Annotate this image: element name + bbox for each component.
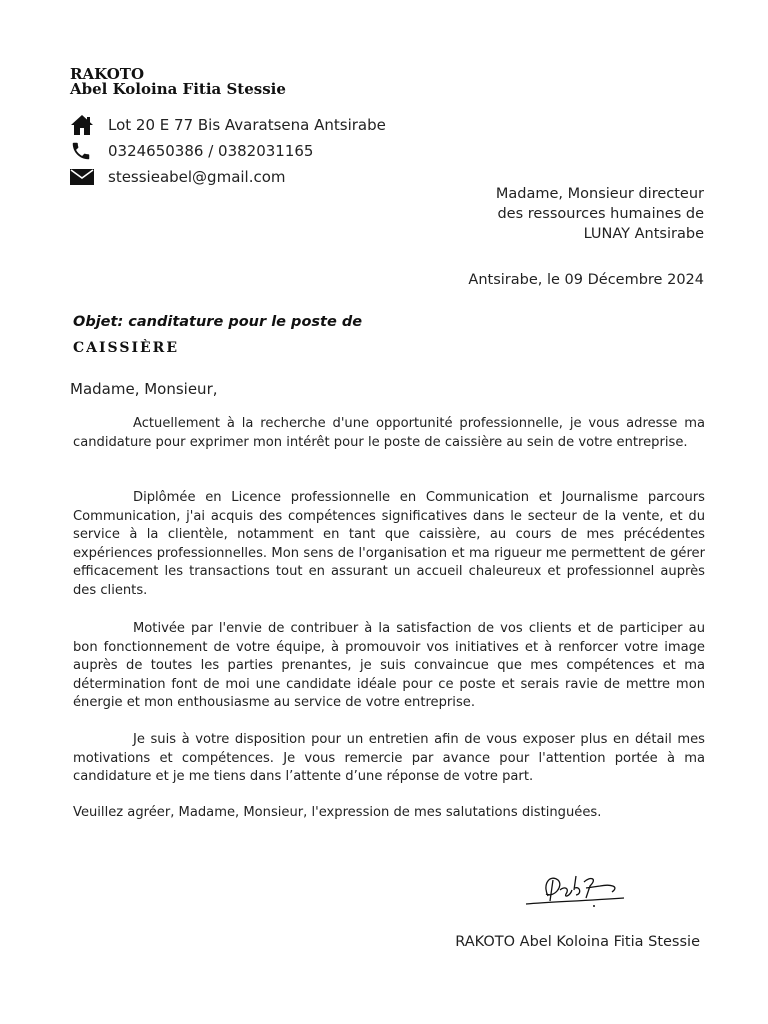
recipient-line-2: des ressources humaines de — [497, 206, 704, 222]
address-row — [70, 114, 386, 136]
sender-phone: 0324650386 / 0382031165 — [108, 142, 314, 160]
paragraph-2: Diplômée en Licence professionnelle en Communication et Journalisme parcours Communication, j'ai acquis des compétences significatives dans le secteur de la vente, et du service à la clientèle, notamment en tant que caissière, au cours de mes précédentes expériences professionnelles. Mon sens de l'organisation et ma rigueur me permettent de gérer efficacement les transactions tout en assurant un accueil chaleureux et professionnel auprès des clients. — [73, 490, 705, 598]
recipient-line-3: LUNAY Antsirabe — [583, 226, 704, 242]
sender-lastname: RAKOTO — [70, 65, 145, 83]
salutation: Madame, Monsieur, — [70, 380, 218, 398]
sender-address: Lot 20 E 77 Bis Avaratsena Antsirabe — [108, 116, 386, 134]
closing-formula: Veuillez agréer, Madame, Monsieur, l'expression de mes salutations distinguées. — [73, 805, 602, 820]
letter-subject: Objet: canditature pour le poste de — [73, 314, 363, 330]
paragraph-3: Motivée par l'envie de contribuer à la satisfaction de vos clients et de participer au bon fonctionnement de votre équipe, à promouvoir vos initiatives et à renforcer votre image auprès de toutes les parties prenantes, je suis convaincue que mes compétences et ma détermination font de moi une candidate idéale pour ce poste et serais ravie de mettre mon énergie et mon enthousiasme au service de votre entreprise. — [73, 621, 705, 711]
email-row — [70, 166, 286, 188]
position-title: CAISSIÈRE — [73, 340, 179, 356]
signature-name: RAKOTO Abel Koloina Fitia Stessie — [455, 934, 700, 950]
handwritten-signature — [520, 868, 630, 917]
phone-icon — [70, 140, 96, 162]
home-icon — [70, 114, 96, 136]
mail-icon — [70, 166, 96, 188]
phone-row — [70, 140, 314, 162]
letter-date: Antsirabe, le 09 Décembre 2024 — [468, 272, 704, 288]
paragraph-1: Actuellement à la recherche d'une opportunité professionnelle, je vous adresse ma candidature pour exprimer mon intérêt pour le poste de caissière au sein de votre entreprise. — [73, 416, 705, 450]
sender-email: stessieabel@gmail.com — [108, 168, 286, 186]
sender-firstnames: Abel Koloina Fitia Stessie — [70, 80, 286, 98]
recipient-block — [496, 184, 704, 244]
recipient-line-1: Madame, Monsieur directeur — [495, 186, 704, 202]
paragraph-4: Je suis à votre disposition pour un entretien afin de vous exposer plus en détail mes motivations et compétences. Je vous remercie par avance pour l'attention portée à ma candidature et je me tiens dans l’attente d’une réponse de votre part. — [73, 732, 705, 785]
